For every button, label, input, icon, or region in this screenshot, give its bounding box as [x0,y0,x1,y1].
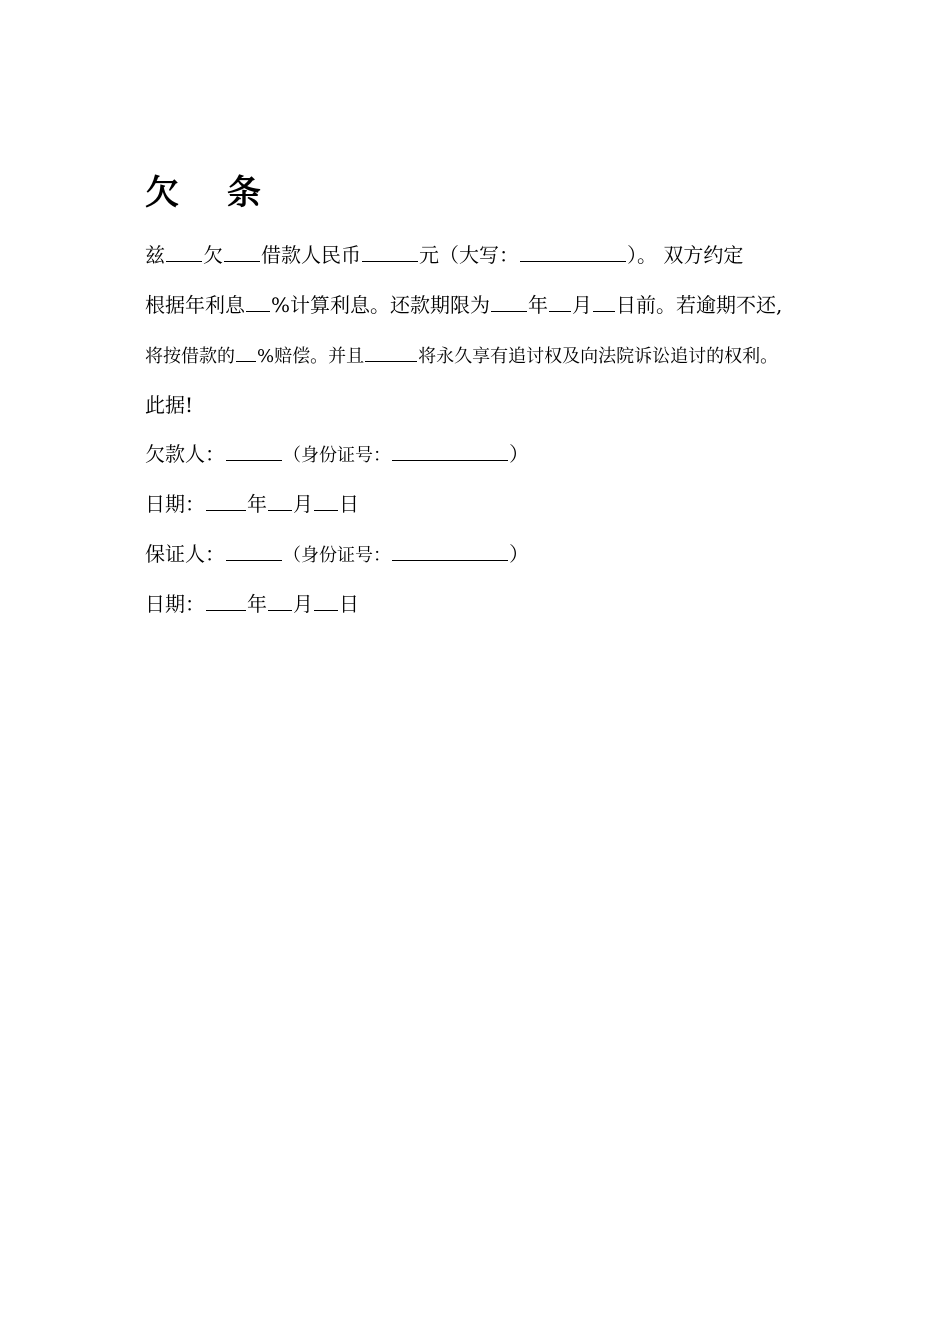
date-day-label: 日 [339,592,359,616]
date-year-blank[interactable] [206,590,246,611]
date-month-label: 月 [293,592,313,616]
debtor-id-close: ） [509,442,529,466]
blank-interest-rate[interactable] [246,291,270,312]
text-segment: 元（大写： [419,243,519,267]
text-segment: %计算利息。还款期限为 [271,293,491,317]
date-day-label: 日 [339,492,359,516]
guarantor-label: 保证人： [145,542,225,566]
guarantor-name-blank[interactable] [226,540,282,561]
blank-due-year[interactable] [491,291,527,312]
blank-amount[interactable] [362,241,418,262]
guarantor-id-close: ） [509,542,529,566]
text-segment: 年 [528,293,549,317]
blank-penalty-rate[interactable] [236,341,256,362]
date-day-blank[interactable] [314,490,338,511]
text-segment: 欠 [203,243,223,267]
text-segment: 月 [572,293,593,317]
guarantor-date-line [145,589,359,619]
blank-creditor[interactable] [365,341,417,362]
blank-borrower[interactable] [166,241,202,262]
date-year-label: 年 [247,592,267,616]
debtor-name-blank[interactable] [226,440,282,461]
blank-due-month[interactable] [549,291,571,312]
date-month-blank[interactable] [268,490,292,511]
date-day-blank[interactable] [314,590,338,611]
debtor-id-label: （身份证号： [283,445,391,466]
text-segment: %赔偿。并且 [257,346,365,367]
text-segment: ）。 双方约定 [627,243,744,267]
text-segment: 兹 [145,243,165,267]
debtor-label: 欠款人： [145,442,225,466]
paragraph-line-3 [145,341,778,372]
document-title: 欠 条 [145,173,279,213]
date-label: 日期： [145,592,205,616]
text-segment: 日前。若逾期不还, [616,293,783,317]
guarantor-id-blank[interactable] [392,540,508,561]
date-month-blank[interactable] [268,590,292,611]
text-segment: 将永久享有追讨权及向法院诉讼追讨的权利。 [418,346,779,367]
debtor-date-line [145,489,359,519]
text-segment: 将按借款的 [145,346,235,367]
blank-amount-uppercase[interactable] [520,241,626,262]
closing-text: 此据! [145,393,194,417]
text-segment: 借款人民币 [261,243,361,267]
guarantor-line [145,539,529,571]
paragraph-line-2 [145,290,782,320]
blank-lender[interactable] [224,241,260,262]
debtor-id-blank[interactable] [392,440,508,461]
paragraph-line-1 [145,240,743,270]
date-month-label: 月 [293,492,313,516]
date-label: 日期： [145,492,205,516]
debtor-line [145,439,529,471]
date-year-blank[interactable] [206,490,246,511]
guarantor-id-label: （身份证号： [283,545,391,566]
blank-due-day[interactable] [593,291,615,312]
text-segment: 根据年利息 [145,293,245,317]
date-year-label: 年 [247,492,267,516]
